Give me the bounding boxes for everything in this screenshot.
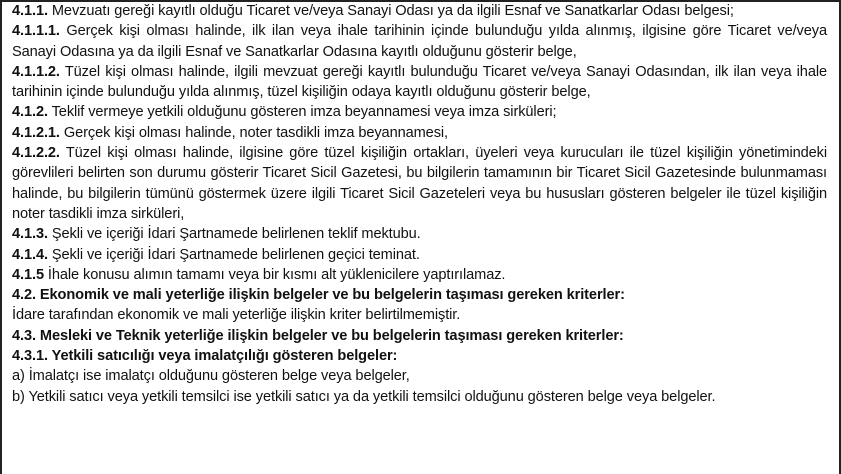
clause-number: 4.1.1.2. xyxy=(12,63,60,80)
clause-text: Yetkili satıcılığı veya imalatçılığı gösteren belgeler: xyxy=(47,348,398,365)
clause-text: Ekonomik ve mali yeterliğe ilişkin belgeler ve bu belgelerin taşıması gereken kriterler: xyxy=(35,287,625,304)
clause-number: 4.3.1. xyxy=(12,348,48,365)
paragraph-4-1-2 xyxy=(12,102,827,122)
paragraph-4-1-1-1 xyxy=(12,21,827,62)
clause-text: Mevzuatı gereği kayıtlı olduğu Ticaret ve/veya Sanayi Odası ya da ilgili Esnaf ve Sanatkarlar Odası belgesi; xyxy=(47,3,734,19)
clause-text: Mesleki ve Teknik yeterliğe ilişkin belgeler ve bu belgelerin taşıması gereken kriterler: xyxy=(35,327,624,344)
paragraph-item-b xyxy=(12,387,827,407)
paragraph-4-1-4 xyxy=(12,245,827,265)
clause-text: Teklif vermeye yetkili olduğunu gösteren imza beyannamesi veya imza sirküleri; xyxy=(47,104,557,121)
clause-text: İdare tarafından ekonomik ve mali yeterliğe ilişkin kriter belirtilmemiştir. xyxy=(12,307,461,324)
clause-number: 4.1.4. xyxy=(12,246,48,263)
clause-text: a) İmalatçı ise imalatçı olduğunu gösteren belge veya belgeler, xyxy=(12,368,410,385)
paragraph-4-1-1 xyxy=(12,1,827,21)
paragraph-4-2-note xyxy=(12,305,827,325)
clause-number: 4.3. xyxy=(12,327,36,344)
paragraph-4-1-3 xyxy=(12,224,827,244)
document-body xyxy=(12,1,827,407)
paragraph-item-a xyxy=(12,366,827,386)
clause-text: Tüzel kişi olması halinde, ilgili mevzuat gereği kayıtlı bulunduğu Ticaret ve/veya Sanayi Odasından, ilk ilan veya ihale tarihinin içinde bulunduğu yılda alınmış, tüzel kişiliğin odaya kayıtlı olduğunu gösterir belge, xyxy=(12,63,827,101)
clause-text: İhale konusu alımın tamamı veya bir kısmı alt yüklenicilere yaptırılamaz. xyxy=(43,266,506,283)
clause-text: Şekli ve içeriği İdari Şartnamede belirlenen teklif mektubu. xyxy=(47,226,421,243)
clause-text: Tüzel kişi olması halinde, ilgisine göre tüzel kişiliğin ortakları, üyeleri veya kurucuları ile tüzel kişiliğin yönetimindeki görevlileri belirten son durumu gösterir Ticaret Sicil Gazetesi, bu bilgilerin tamamının bir Ticaret Sicil Gazetesinde bulunmaması halinde, bu bilgilerin tümünü göstermek üzere ilgili Ticaret Sicil Gazeteleri veya bu hususları gösteren belgeler ile tüzel kişiliğin noter tasdikli imza sirküleri, xyxy=(12,145,827,222)
heading-4-2 xyxy=(12,285,827,305)
paragraph-4-1-5 xyxy=(12,265,827,285)
clause-number: 4.1.5 xyxy=(12,266,44,283)
clause-number: 4.1.2.2. xyxy=(12,145,60,162)
clause-text: b) Yetkili satıcı veya yetkili temsilci ise yetkili satıcı ya da yetkili temsilci olduğunu gösteren belge veya belgeler. xyxy=(12,388,716,405)
clause-number: 4.1.2.1. xyxy=(12,124,60,141)
clause-number: 4.1.3. xyxy=(12,226,48,243)
clause-number: 4.1.1. xyxy=(12,3,48,19)
paragraph-4-1-1-2 xyxy=(12,62,827,103)
clause-text: Gerçek kişi olması halinde, ilk ilan veya ihale tarihinin içinde bulunduğu yılda alınmış, ilgisine göre Ticaret ve/veya Sanayi Odasına ya da ilgili Esnaf ve Sanatkarlar Odasına kayıtlı olduğunu gösterir belge, xyxy=(12,23,827,60)
paragraph-4-1-2-1 xyxy=(12,123,827,143)
heading-4-3 xyxy=(12,326,827,346)
clause-text: Gerçek kişi olması halinde, noter tasdikli imza beyannamesi, xyxy=(59,124,448,141)
heading-4-3-1 xyxy=(12,346,827,366)
clause-text: Şekli ve içeriği İdari Şartnamede belirlenen geçici teminat. xyxy=(47,246,420,263)
clause-number: 4.1.2. xyxy=(12,104,48,121)
paragraph-4-1-2-2 xyxy=(12,143,827,224)
clause-number: 4.1.1.1. xyxy=(12,23,60,40)
clause-number: 4.2. xyxy=(12,287,36,304)
